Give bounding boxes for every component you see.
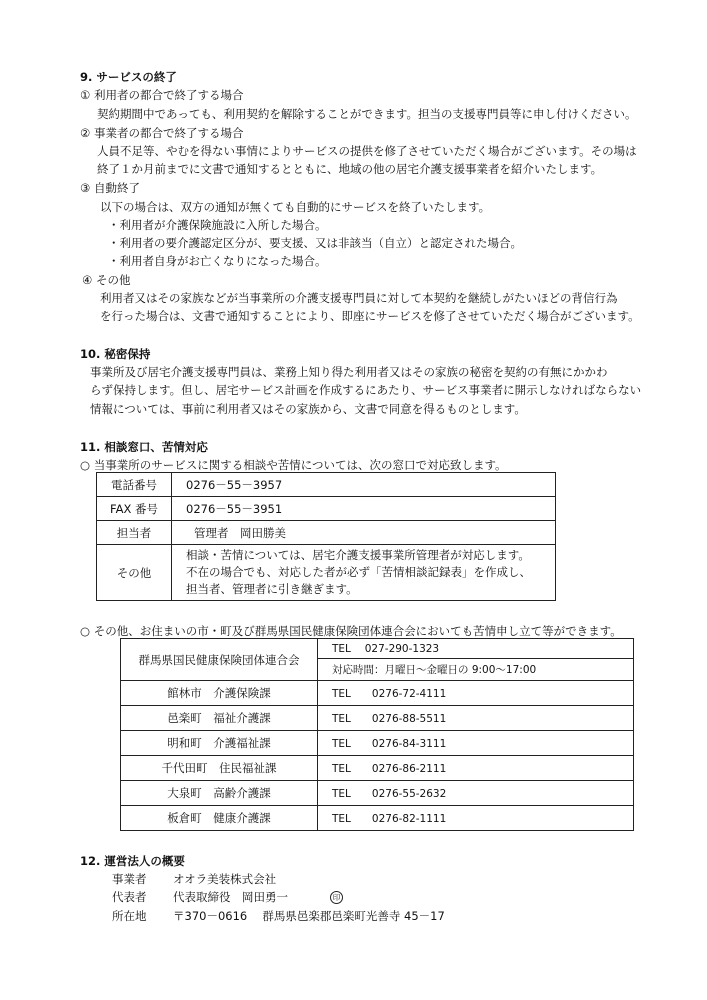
address-value: 〒370－0616 群馬県邑楽郡邑楽町光善寺 45－17 [173, 909, 445, 923]
s9-item1-body: 契約期間中であっても、利用契約を解除することができます。担当の支援専門員等に申し付けください。 [97, 107, 637, 121]
s9-item4-body-1: 利用者又はその家族などが当事業所の介護支援専門員に対して本契約を継続しがたいほどの背信行為 [100, 291, 618, 305]
contact-row-other [97, 545, 556, 601]
contact-row [97, 473, 556, 497]
union-tel: TEL 027-290-1323 [318, 639, 634, 659]
representative-value: 代表取締役 岡田勇一 [173, 890, 288, 904]
section-9-title: 9. サービスの終了 [80, 70, 177, 84]
s9-item2-body-2: 終了１か月前までに文書で通知するとともに、地域の他の居宅介護支援事業者を紹介いたします。 [97, 162, 603, 176]
contact-value: 0276－55－3957 [172, 473, 556, 497]
contact-label: FAX 番号 [97, 497, 172, 521]
s11-intro: ○ 当事業所のサービスに関する相談や苦情については、次の窓口で対応致します。 [80, 458, 507, 472]
office-name: 千代田町 住民福祉課 [121, 756, 318, 781]
contact-label: 電話番号 [97, 473, 172, 497]
s9-item3-bullet-1: ・利用者が介護保険施設に入所した場合。 [108, 218, 327, 232]
office-tel: TEL 0276-72-4111 [318, 681, 634, 706]
s10-line-2: らず保持します。但し、居宅サービス計画を作成するにあたり、サービス事業者に開示しなければならない [90, 383, 642, 397]
representative-label: 代表者 [112, 890, 147, 904]
other-line: 担当者、管理者に引き継ぎます。 [186, 582, 358, 596]
address-label: 所在地 [112, 909, 147, 923]
office-row [121, 706, 634, 731]
s9-item3-bullet-2: ・利用者の要介護認定区分が、要支援、又は非該当（自立）と認定された場合。 [108, 236, 522, 250]
office-row [121, 806, 634, 831]
contact-value: 管理者 岡田勝美 [172, 521, 556, 545]
s10-line-3: 情報については、事前に利用者又はその家族から、文書で同意を得るものとします。 [90, 402, 526, 416]
office-row [121, 731, 634, 756]
s9-item3-bullet-3: ・利用者自身がお亡くなりになった場合。 [108, 254, 327, 268]
section-10-title: 10. 秘密保持 [80, 347, 151, 361]
company-label: 事業者 [112, 872, 147, 886]
office-tel: TEL 0276-82-1111 [318, 806, 634, 831]
office-tel: TEL 0276-84-3111 [318, 731, 634, 756]
section-12-title: 12. 運営法人の概要 [80, 854, 185, 868]
office-tel: TEL 0276-88-5511 [318, 706, 634, 731]
s9-item3-title: ③ 自動終了 [80, 181, 140, 195]
s9-item4-body-2: を行った場合は、文書で通知することにより、即座にサービスを修了させていただく場合がございます。 [100, 309, 640, 323]
office-name: 板倉町 健康介護課 [121, 806, 318, 831]
office-name: 館林市 介護保険課 [121, 681, 318, 706]
union-hours: 対応時間：月曜日～金曜日の 9:00～17:00 [318, 659, 634, 681]
contact-table [96, 472, 556, 601]
contact-label: 担当者 [97, 521, 172, 545]
office-row [121, 756, 634, 781]
office-table [120, 638, 634, 831]
office-name: 大泉町 高齢介護課 [121, 781, 318, 806]
office-tel: TEL 0276-86-2111 [318, 756, 634, 781]
office-row [121, 781, 634, 806]
seal-mark [330, 890, 343, 904]
seal-icon: 印 [330, 891, 343, 904]
company-value: オオラ美装株式会社 [173, 872, 277, 886]
s9-item3-body: 以下の場合は、双方の通知が無くても自動的にサービスを終了いたします。 [100, 200, 491, 214]
contact-row [97, 521, 556, 545]
contact-value: 0276－55－3951 [172, 497, 556, 521]
union-name: 群馬県国民健康保険団体連合会 [121, 639, 318, 681]
other-line: 相談・苦情については、居宅介護支援事業所管理者が対応します。 [186, 548, 530, 562]
s11-intro-2: ○ その他、お住まいの市・町及び群馬県国民健康保険団体連合会においても苦情申し立て等ができます。 [80, 624, 622, 638]
section-11-title: 11. 相談窓口、苦情対応 [80, 440, 208, 454]
s9-item2-body-1: 人員不足等、やむを得ない事情によりサービスの提供を修了させていただく場合がございます。その場は [97, 144, 637, 158]
s9-item1-title: ① 利用者の都合で終了する場合 [80, 88, 244, 102]
contact-row [97, 497, 556, 521]
office-row [121, 681, 634, 706]
office-name: 明和町 介護福祉課 [121, 731, 318, 756]
s9-item4-title: ④ その他 [82, 273, 131, 287]
office-tel: TEL 0276-55-2632 [318, 781, 634, 806]
other-line: 不在の場合でも、対応した者が必ず「苦情相談記録表」を作成し、 [186, 565, 531, 579]
s9-item2-title: ② 事業者の都合で終了する場合 [80, 126, 244, 140]
office-name: 邑楽町 福祉介護課 [121, 706, 318, 731]
union-row [121, 639, 634, 659]
s10-line-1: 事業所及び居宅介護支援専門員は、業務上知り得た利用者又はその家族の秘密を契約の有無にかかわ [90, 365, 608, 379]
contact-other-value [172, 545, 556, 601]
contact-label: その他 [97, 545, 172, 601]
